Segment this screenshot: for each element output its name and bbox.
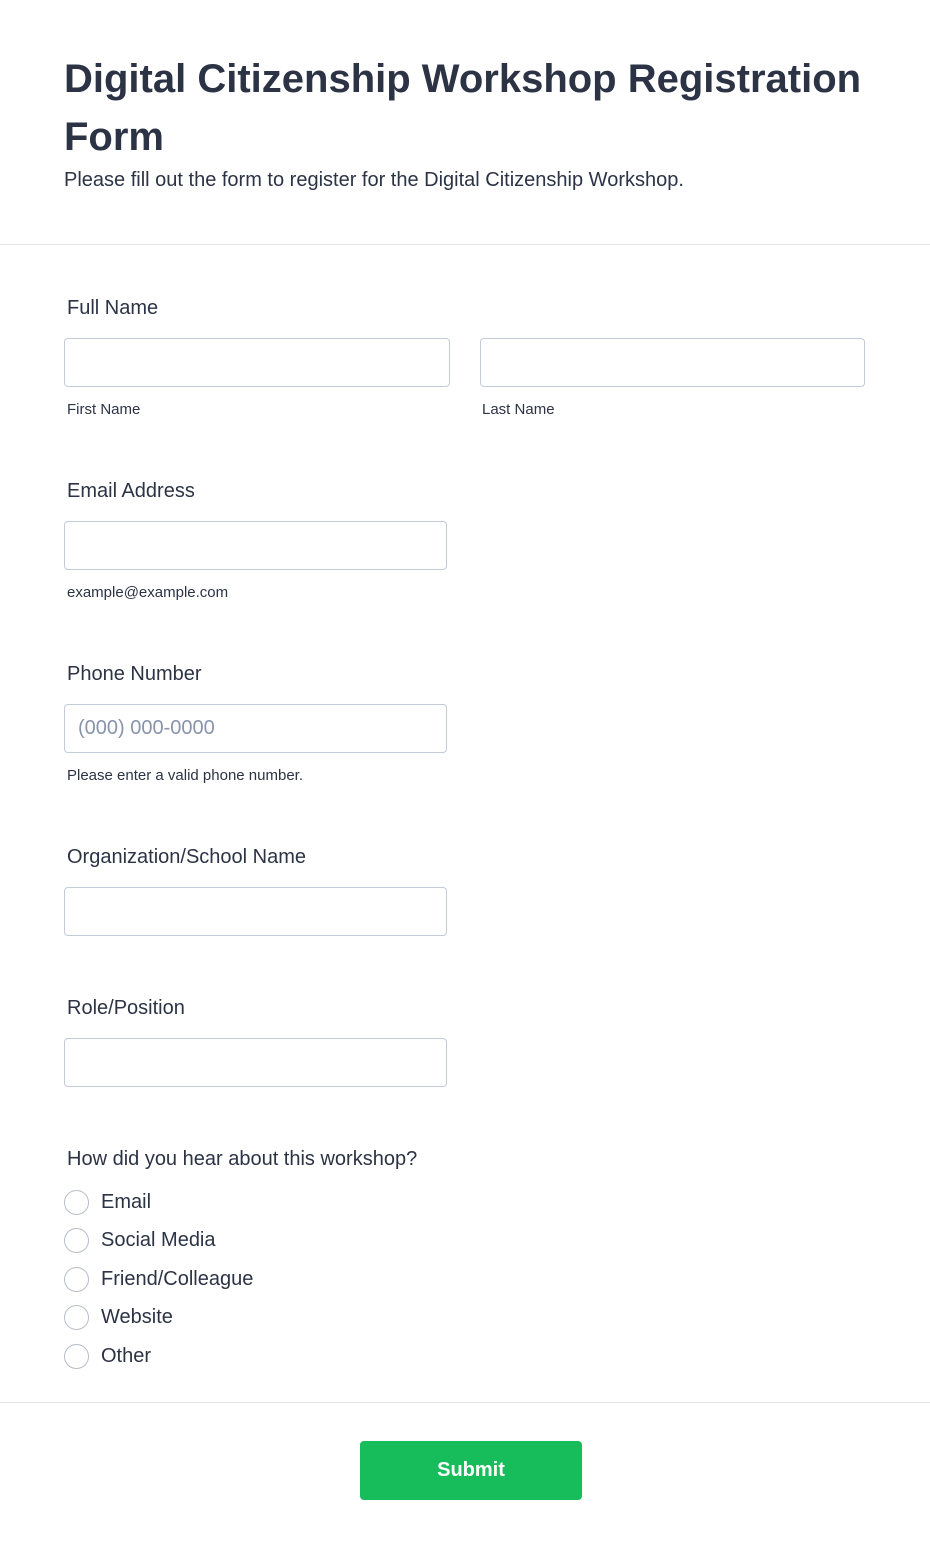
email-label: Email Address [67,480,195,502]
email-input[interactable] [64,521,447,570]
radio-label-friend-colleague: Friend/Colleague [101,1268,254,1290]
last-name-sublabel: Last Name [482,401,555,418]
radio-option-friend-colleague[interactable] [64,1266,253,1292]
radio-option-email[interactable] [64,1189,151,1215]
heard-about-label: How did you hear about this workshop? [67,1148,418,1170]
form-title: Digital Citizenship Workshop Registration Form [64,57,862,159]
full-name-label: Full Name [67,297,159,319]
radio-button-email[interactable] [64,1190,89,1215]
phone-sublabel: Please enter a valid phone number. [67,767,303,784]
radio-label-other: Other [101,1345,152,1367]
form-footer [0,1402,930,1550]
organization-input[interactable] [64,887,447,936]
last-name-input[interactable] [480,338,865,387]
radio-button-friend-colleague[interactable] [64,1267,89,1292]
organization-label: Organization/School Name [67,846,307,868]
radio-button-other[interactable] [64,1344,89,1369]
radio-label-email: Email [101,1191,152,1213]
phone-input[interactable] [64,704,447,753]
email-sublabel: example@example.com [67,584,229,601]
radio-option-website[interactable] [64,1304,173,1330]
submit-button[interactable]: Submit [360,1441,582,1500]
radio-option-social-media[interactable] [64,1227,216,1253]
form-header [0,0,930,245]
first-name-input[interactable] [64,338,450,387]
first-name-sublabel: First Name [67,401,141,418]
radio-option-other[interactable] [64,1343,151,1369]
radio-label-website: Website [101,1306,173,1328]
radio-label-social-media: Social Media [101,1229,216,1251]
form-subtitle: Please fill out the form to register for the Digital Citizenship Workshop. [64,169,684,191]
phone-label: Phone Number [67,663,202,685]
role-input[interactable] [64,1038,447,1087]
radio-button-social-media[interactable] [64,1228,89,1253]
role-label: Role/Position [67,997,185,1019]
radio-button-website[interactable] [64,1305,89,1330]
